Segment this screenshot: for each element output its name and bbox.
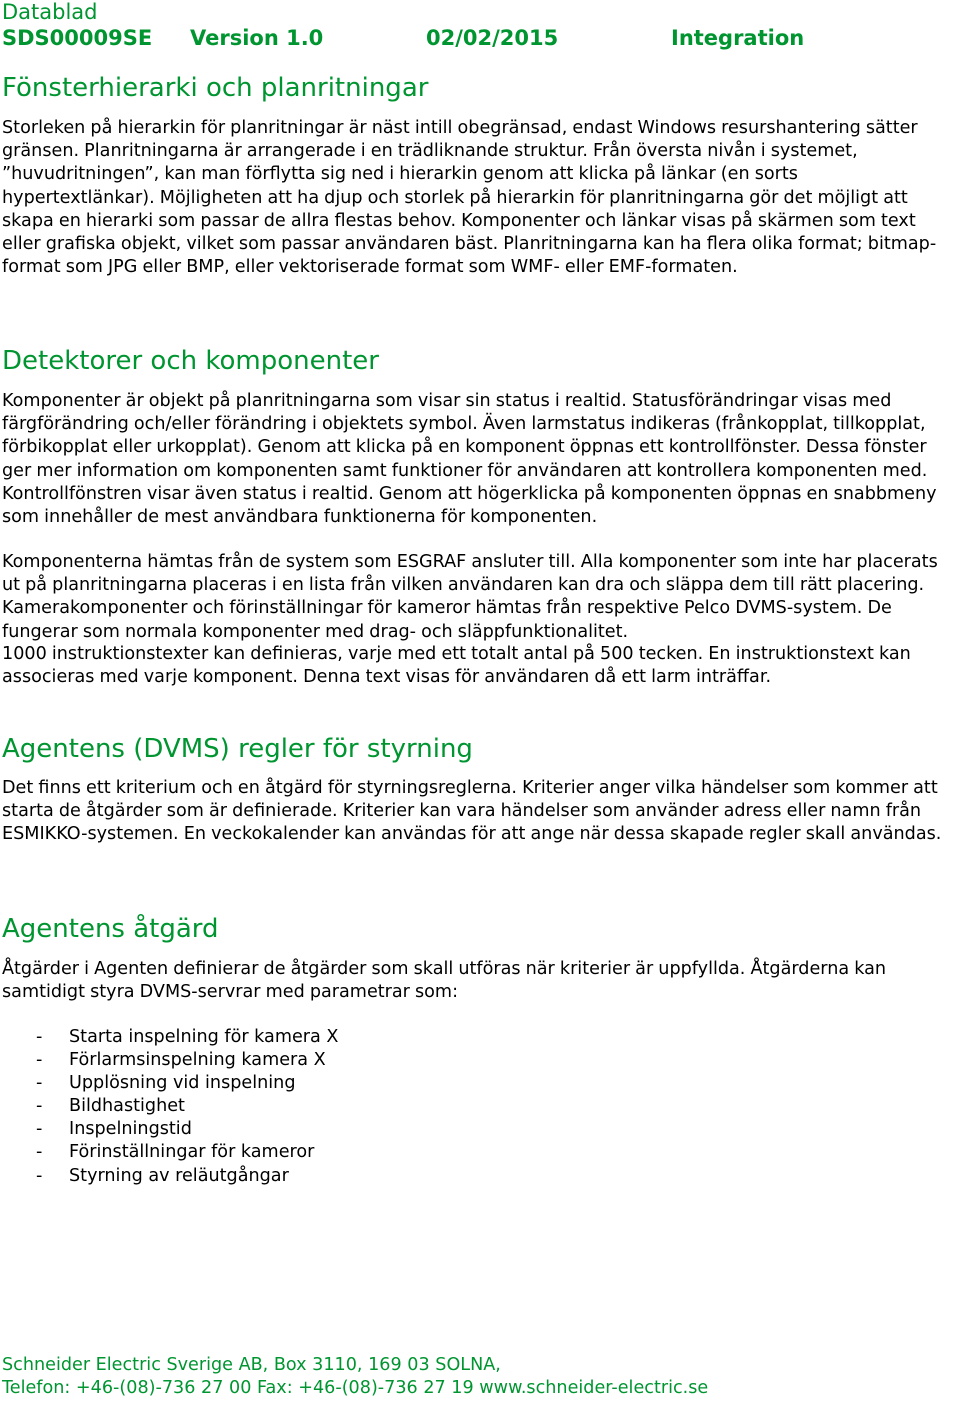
document-type-label: Datablad — [2, 0, 98, 24]
list-item: - Inspelningstid — [2, 1118, 338, 1141]
list-item: - Bildhastighet — [2, 1095, 338, 1118]
section-paragraph: Det finns ett kriterium och en åtgärd för styrningsreglerna. Kriterier anger vilka händelser som kommer att starta de åtgärder som är definierade. Kriterier kan vara händelser som använder adress eller namn från ESMIKKO-systemen. En veckokalender kan användas för att ange när dessa skapade regler skall användas. — [2, 778, 942, 845]
footer-contact-line: Telefon: +46-(08)-736 27 00 Fax: +46-(08)-736 27 19 www.schneider-electric.se — [2, 1378, 709, 1398]
action-parameter-list — [2, 1026, 338, 1188]
section-paragraph: Komponenterna hämtas från de system som ESGRAF ansluter till. Alla komponenter som inte har placerats ut på planritningarna placeras i en lista från vilken användaren kan dra och släppa dem till rätt placering. Kamerakomponenter och förinställningar för kameror hämtas från respektive Pelco DVMS-system. De fungerar som normala komponenter med drag- och släppfunktionalitet. — [2, 552, 938, 642]
section-title-agent-rules: Agentens (DVMS) regler för styrning — [2, 734, 473, 764]
dash-bullet-icon: - — [36, 1096, 43, 1117]
document-date: 02/02/2015 — [426, 26, 559, 50]
footer-company-address: Schneider Electric Sverige AB, Box 3110, 169 03 SOLNA, — [2, 1355, 501, 1375]
dash-bullet-icon: - — [36, 1119, 43, 1140]
list-item: - Starta inspelning för kamera X — [2, 1026, 338, 1049]
document-id: SDS00009SE — [2, 26, 153, 50]
dash-bullet-icon: - — [36, 1165, 43, 1186]
section-title-agent-action: Agentens åtgärd — [2, 914, 219, 944]
dash-bullet-icon: - — [36, 1027, 43, 1047]
dash-bullet-icon: - — [36, 1142, 43, 1163]
section-paragraph: Storleken på hierarkin för planritningar är näst intill obegränsad, endast Windows resurshantering sätter gränsen. Planritningarna är arrangerade i en trädliknande struktur. Från översta nivån i systemet, ”huvudritningen”, kan man förflytta sig ned i hierarkin genom att klicka på länkar (en sorts hypertextlänkar). Möjligheten att ha djup och storlek på hierarkin för planritningarna gör det möjligt att skapa en hierarki som passar de allra flestas behov. Komponenter och länkar visas på skärmen som text eller grafiska objekt, vilket som passar användaren bäst. Planritningarna kan ha flera olika format; bitmap-format som JPG eller BMP, eller vektoriserade format som WMF- eller EMF-formaten. — [2, 118, 937, 278]
dash-bullet-icon: - — [36, 1050, 43, 1071]
dash-bullet-icon: - — [36, 1073, 43, 1094]
document-category: Integration — [671, 26, 805, 50]
section-paragraph: 1000 instruktionstexter kan definieras, varje med ett totalt antal på 500 tecken. En instruktionstext kan associeras med varje komponent. Denna text visas för användaren då ett larm inträffar. — [2, 644, 911, 688]
section-paragraph: Komponenter är objekt på planritningarna som visar sin status i realtid. Statusförändringar visas med färgförändring och/eller förändring i objektets symbol. Även larmstatus indikeras (frånkopplat, tillkopplat, förbikopplat eller urkopplat). Genom att klicka på en komponent öppnas ett kontrollfönster. Dessa fönster ger mer information om komponenten samt funktioner för användaren att kontrollera komponenten med. Kontrollfönstren visar även status i realtid. Genom att högerklicka på komponenten öppnas en snabbmeny som innehåller de mest användbara funktionerna för komponenten. — [2, 391, 937, 528]
list-item: - Förlarmsinspelning kamera X — [2, 1049, 338, 1072]
section-title-detectors-components: Detektorer och komponenter — [2, 346, 379, 376]
list-item: - Upplösning vid inspelning — [2, 1072, 338, 1095]
section-paragraph: Åtgärder i Agenten definierar de åtgärder som skall utföras när kriterier är uppfyllda. Åtgärderna kan samtidigt styra DVMS-servrar med parametrar som: — [2, 959, 887, 1003]
list-item: - Styrning av reläutgångar — [2, 1165, 338, 1188]
document-version: Version 1.0 — [190, 26, 324, 50]
section-title-window-hierarchy: Fönsterhierarki och planritningar — [2, 73, 429, 103]
list-item: - Förinställningar för kameror — [2, 1141, 338, 1164]
